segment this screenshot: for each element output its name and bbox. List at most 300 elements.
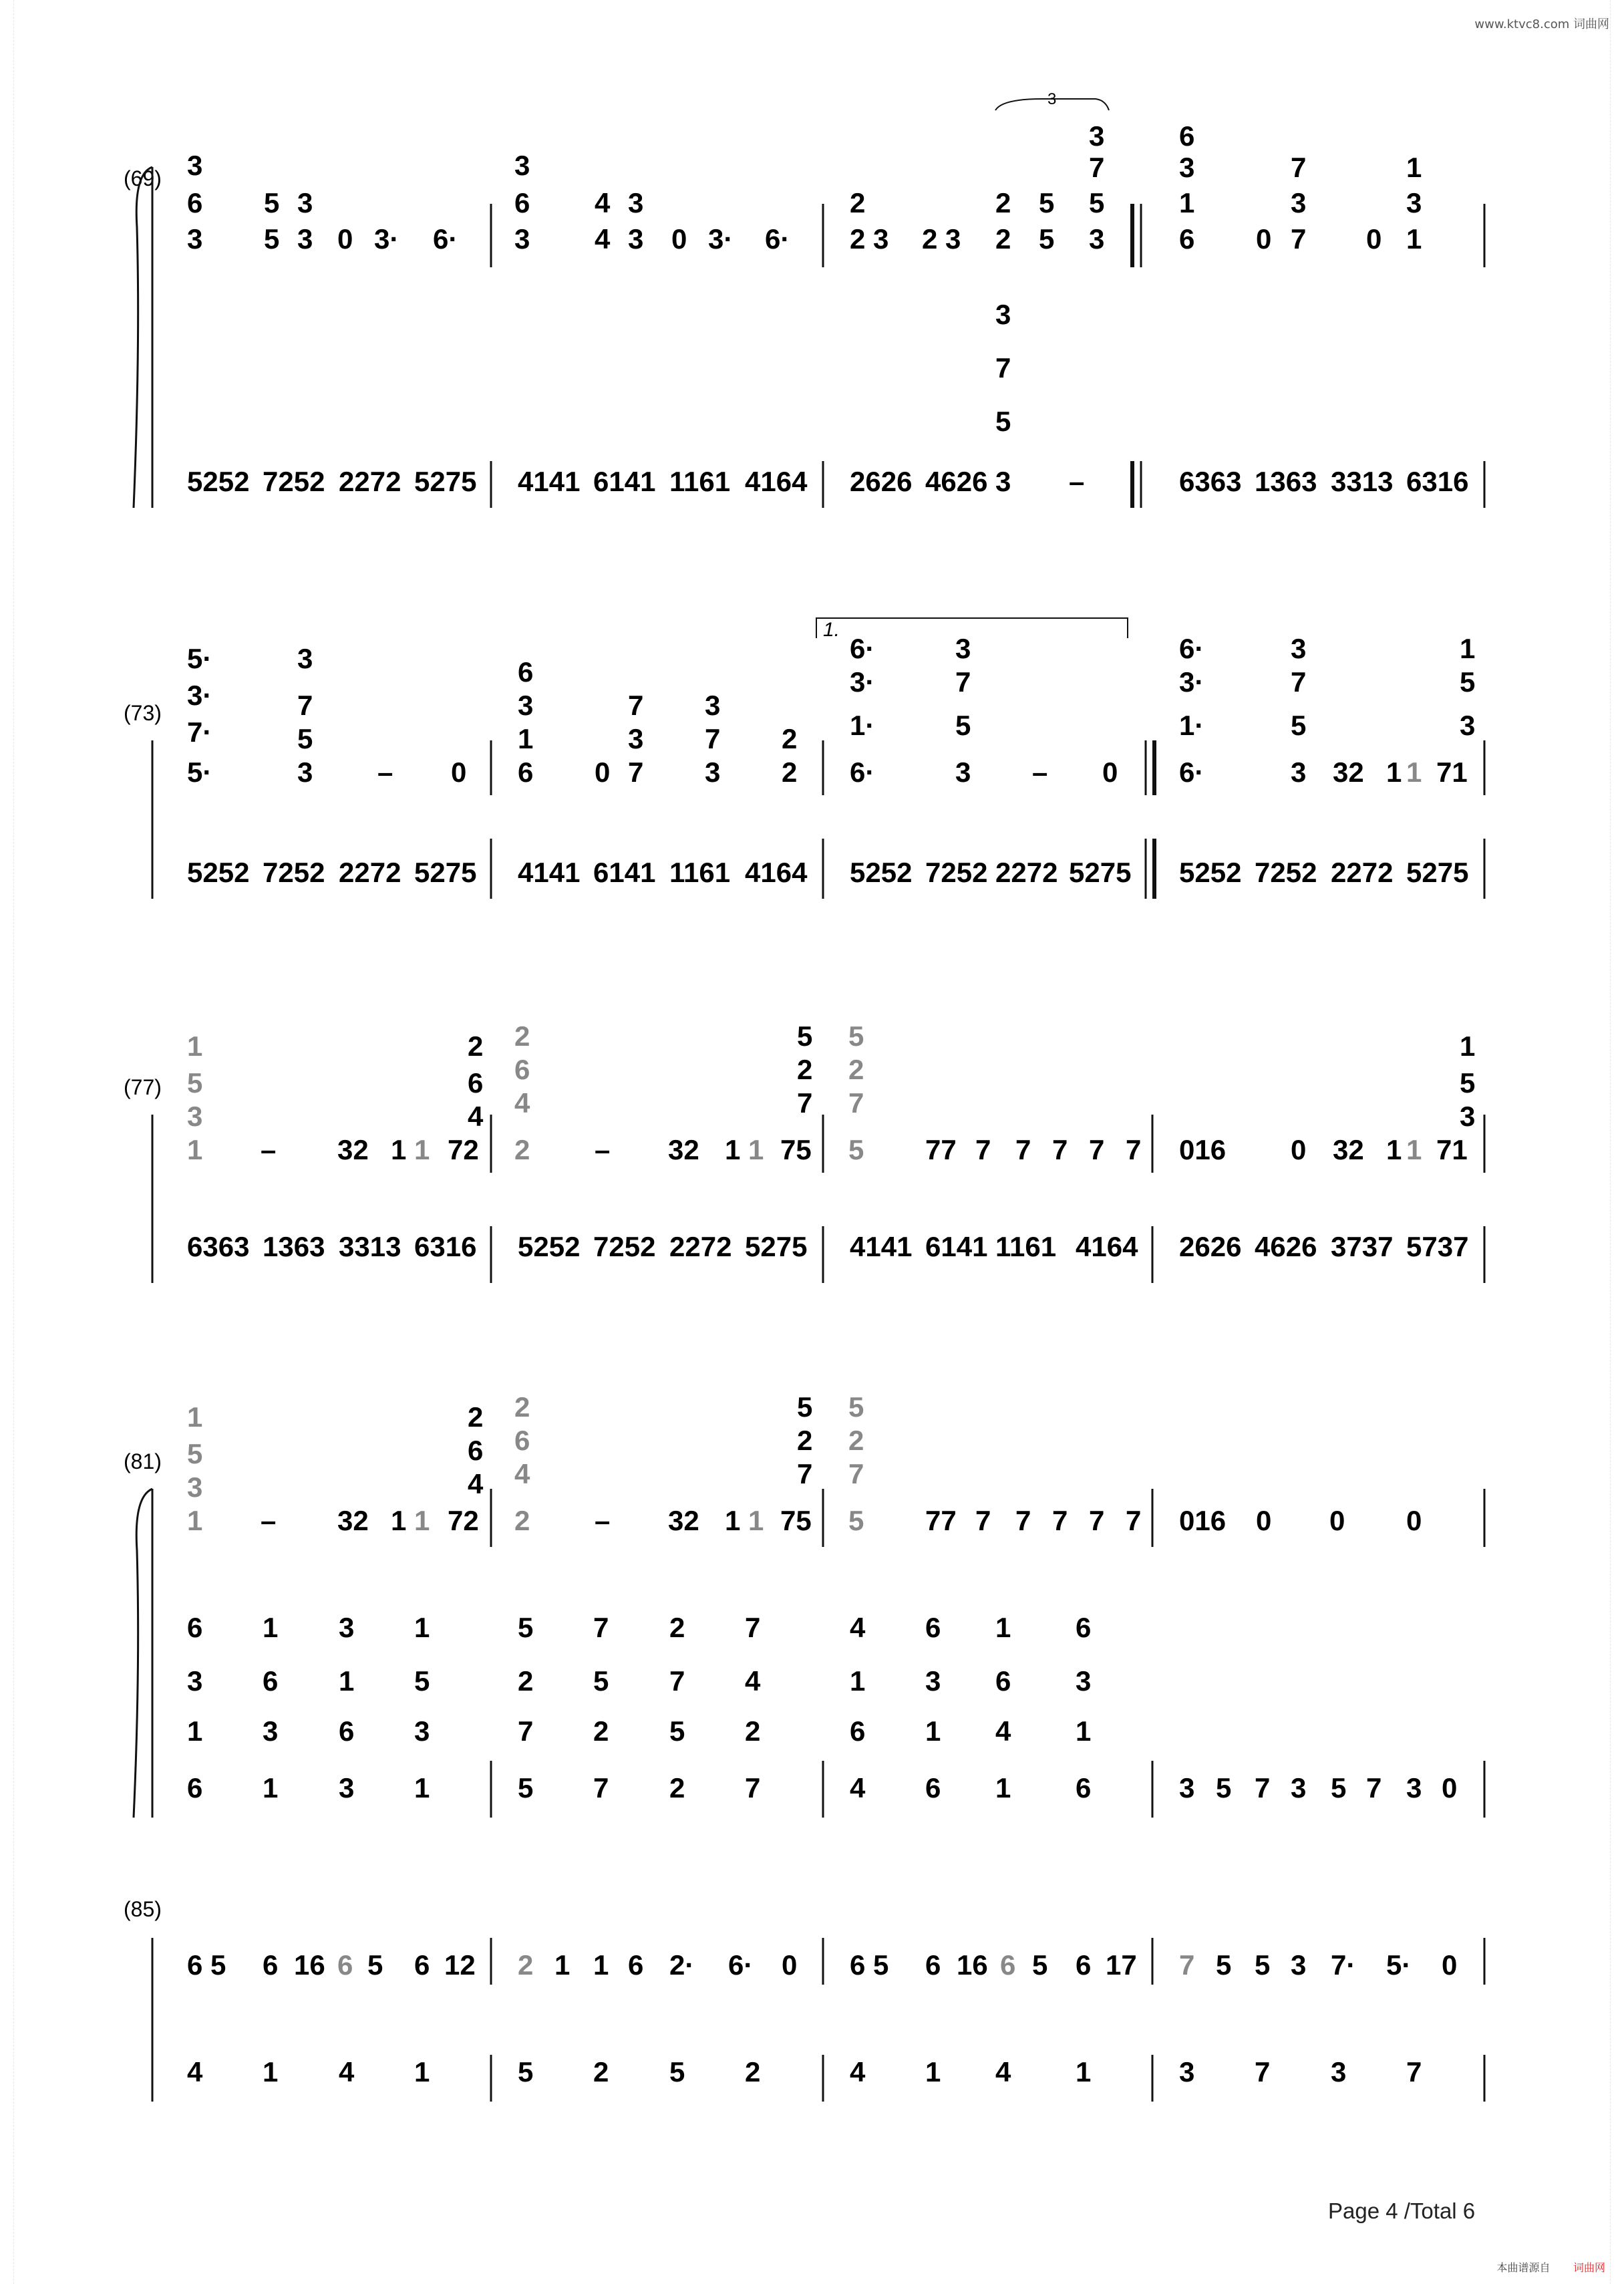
svg-text:3: 3 [995,299,1011,330]
svg-text:75: 75 [780,1505,812,1536]
svg-text:7: 7 [1126,1505,1142,1536]
svg-text:2: 2 [593,1715,609,1747]
system-81 [124,1391,1484,1818]
svg-text:1·: 1· [850,710,875,741]
svg-text:3·: 3· [187,680,212,711]
svg-text:4: 4 [514,1087,530,1119]
svg-text:5: 5 [264,223,280,255]
bass-notes [187,1231,1468,1262]
svg-text:–: – [595,1134,611,1165]
system-69 [124,90,1484,508]
svg-text:2: 2 [468,1030,484,1062]
svg-text:6: 6 [1076,1612,1092,1643]
svg-text:4: 4 [187,2056,203,2088]
bass-notes [187,2056,1422,2088]
svg-text:5252: 5252 [518,1231,581,1262]
page-indicator: Page 4 /Total 6 [1328,2198,1476,2223]
svg-text:6363: 6363 [1179,466,1242,497]
svg-text:3: 3 [1406,1772,1422,1804]
system-73 [124,618,1484,899]
svg-text:5: 5 [187,1438,203,1469]
svg-text:2272: 2272 [1331,857,1394,888]
svg-text:1: 1 [1406,152,1422,183]
svg-text:5: 5 [955,710,971,741]
svg-text:2626: 2626 [850,466,913,497]
svg-text:7: 7 [797,1087,813,1119]
svg-text:1: 1 [414,1134,430,1165]
svg-text:4164: 4164 [1076,1231,1138,1262]
svg-text:3: 3 [1179,2056,1195,2088]
svg-text:2: 2 [995,223,1011,255]
svg-text:4: 4 [468,1468,484,1500]
svg-text:1: 1 [925,2056,941,2088]
treble-notes [187,633,1475,788]
svg-text:5: 5 [1216,1949,1232,1981]
svg-text:6: 6 [468,1067,484,1099]
svg-text:2: 2 [995,187,1011,219]
svg-text:5: 5 [1089,187,1105,219]
svg-text:17: 17 [1106,1949,1137,1981]
svg-text:5: 5 [797,1391,813,1423]
svg-text:7: 7 [1179,1949,1195,1981]
svg-text:1: 1 [263,1772,279,1804]
svg-text:2: 2 [745,2056,761,2088]
svg-text:4: 4 [850,2056,866,2088]
svg-text:77: 77 [925,1134,957,1165]
svg-text:2: 2 [514,1505,530,1536]
svg-text:6: 6 [263,1665,279,1697]
svg-text:7252: 7252 [263,857,325,888]
svg-text:2272: 2272 [339,857,401,888]
svg-text:3: 3 [187,1471,203,1503]
svg-text:2: 2 [518,1949,534,1981]
svg-text:7: 7 [628,756,644,788]
svg-text:3: 3 [187,150,203,181]
svg-text:32: 32 [337,1505,369,1536]
svg-text:4: 4 [468,1101,484,1132]
svg-text:5275: 5275 [414,857,477,888]
svg-text:1: 1 [263,1612,279,1643]
svg-text:7·: 7· [187,716,212,748]
svg-text:72: 72 [448,1134,479,1165]
svg-text:2: 2 [514,1020,530,1052]
svg-text:7: 7 [1052,1134,1068,1165]
svg-text:6: 6 [925,1612,941,1643]
svg-text:6: 6 [514,1054,530,1085]
svg-text:3313: 3313 [1331,466,1394,497]
svg-text:6 5: 6 5 [187,1949,226,1981]
svg-text:7: 7 [593,1772,609,1804]
svg-text:7: 7 [669,1665,685,1697]
svg-text:3: 3 [1460,1101,1476,1132]
svg-text:3·: 3· [708,223,734,255]
svg-text:6·: 6· [765,223,790,255]
svg-text:1: 1 [414,1772,430,1804]
svg-text:2·: 2· [669,1949,695,1981]
svg-text:2 3: 2 3 [850,223,889,255]
svg-text:4164: 4164 [745,857,808,888]
svg-text:6: 6 [468,1435,484,1466]
svg-text:7: 7 [1089,152,1105,183]
svg-text:32: 32 [668,1505,699,1536]
svg-text:3·: 3· [850,666,875,698]
svg-text:1: 1 [187,1505,203,1536]
svg-text:6·: 6· [728,1949,754,1981]
svg-text:5: 5 [1291,710,1307,741]
svg-text:2: 2 [850,187,866,219]
svg-text:7: 7 [1089,1505,1105,1536]
svg-text:1: 1 [1386,756,1402,788]
svg-text:5: 5 [848,1020,864,1052]
svg-text:1: 1 [187,1030,203,1062]
svg-text:–: – [261,1505,277,1536]
svg-text:2: 2 [518,1665,534,1697]
svg-text:2272: 2272 [339,466,401,497]
system-85 [124,1897,1484,2102]
svg-text:5: 5 [1039,187,1055,219]
svg-text:1: 1 [1460,633,1476,664]
svg-text:2: 2 [514,1391,530,1423]
svg-text:5252: 5252 [187,466,250,497]
svg-text:5: 5 [1331,1772,1347,1804]
svg-text:1: 1 [554,1949,571,1981]
svg-text:2: 2 [797,1425,813,1456]
svg-text:6: 6 [263,1949,279,1981]
svg-text:7: 7 [705,723,721,754]
bass-notes [187,857,1468,888]
svg-text:6: 6 [337,1949,353,1981]
svg-text:1: 1 [748,1505,764,1536]
svg-text:7: 7 [1291,666,1307,698]
volta-label: 1. [823,619,840,641]
svg-text:7: 7 [1291,152,1307,183]
svg-text:5275: 5275 [1406,857,1469,888]
measure-number: (81) [124,1449,162,1473]
svg-text:3·: 3· [374,223,399,255]
svg-text:3: 3 [1089,120,1105,152]
svg-text:7: 7 [518,1715,534,1747]
triplet-label: 3 [1047,90,1057,108]
svg-text:2: 2 [797,1054,813,1085]
svg-text:2: 2 [848,1054,864,1085]
svg-text:4141: 4141 [518,857,581,888]
svg-text:1: 1 [1076,1715,1092,1747]
svg-text:3: 3 [1291,1949,1307,1981]
svg-text:1: 1 [187,1401,203,1433]
svg-text:5252: 5252 [187,857,250,888]
svg-text:6141: 6141 [593,466,656,497]
svg-text:5: 5 [297,723,313,754]
svg-text:1: 1 [995,1612,1011,1643]
svg-text:2: 2 [745,1715,761,1747]
treble-notes [187,1391,1422,1536]
svg-text:6316: 6316 [1406,466,1469,497]
svg-text:1: 1 [725,1505,741,1536]
svg-text:7: 7 [1255,1772,1271,1804]
svg-text:6: 6 [514,187,530,219]
svg-text:3·: 3· [1179,666,1204,698]
svg-text:77: 77 [925,1505,957,1536]
svg-text:5252: 5252 [1179,857,1242,888]
svg-text:0: 0 [1256,223,1272,255]
svg-text:–: – [595,1505,611,1536]
system-brace [134,167,152,508]
svg-text:6: 6 [339,1715,355,1747]
svg-text:4: 4 [339,2056,355,2088]
svg-text:6: 6 [187,1772,203,1804]
svg-text:0: 0 [337,223,353,255]
svg-text:5252: 5252 [850,857,913,888]
svg-text:2 3: 2 3 [922,223,961,255]
svg-text:3: 3 [705,756,721,788]
svg-text:5: 5 [264,187,280,219]
svg-text:5275: 5275 [414,466,477,497]
svg-text:71: 71 [1436,756,1468,788]
svg-text:0: 0 [1102,756,1118,788]
svg-text:0: 0 [1256,1505,1272,1536]
svg-text:5: 5 [414,1665,430,1697]
svg-text:1: 1 [748,1134,764,1165]
svg-text:5: 5 [848,1391,864,1423]
svg-text:3: 3 [955,633,971,664]
svg-text:6141: 6141 [925,1231,988,1262]
svg-text:3: 3 [514,150,530,181]
svg-text:16: 16 [957,1949,988,1981]
svg-text:7: 7 [628,690,644,721]
svg-text:016: 016 [1179,1505,1227,1536]
svg-text:5: 5 [669,1715,685,1747]
svg-text:1363: 1363 [263,1231,325,1262]
svg-text:6: 6 [518,756,534,788]
svg-text:0: 0 [1291,1134,1307,1165]
svg-text:6: 6 [850,1715,866,1747]
svg-text:2: 2 [848,1425,864,1456]
svg-text:–: – [261,1134,277,1165]
svg-text:3: 3 [1089,223,1105,255]
svg-text:0: 0 [1442,1772,1458,1804]
svg-text:–: – [1032,756,1048,788]
svg-text:3: 3 [187,223,203,255]
svg-text:6: 6 [1179,223,1195,255]
svg-text:1: 1 [414,2056,430,2088]
svg-text:3: 3 [1076,1665,1092,1697]
svg-text:5: 5 [1032,1949,1048,1981]
svg-text:6363: 6363 [187,1231,250,1262]
svg-text:4: 4 [850,1612,866,1643]
svg-text:5: 5 [187,1067,203,1099]
svg-text:4141: 4141 [518,466,581,497]
svg-text:7: 7 [1255,2056,1271,2088]
svg-text:2: 2 [669,1612,685,1643]
barlines [491,1489,1484,1818]
svg-text:6: 6 [414,1949,430,1981]
svg-text:1: 1 [850,1665,866,1697]
svg-text:3: 3 [705,690,721,721]
svg-text:2: 2 [782,723,798,754]
svg-text:3: 3 [297,187,313,219]
svg-text:5: 5 [518,1772,534,1804]
svg-text:2: 2 [514,1134,530,1165]
svg-text:5: 5 [669,2056,685,2088]
svg-text:1·: 1· [1179,710,1204,741]
svg-text:1: 1 [1179,187,1195,219]
svg-text:0: 0 [451,756,467,788]
svg-text:2272: 2272 [995,857,1058,888]
svg-text:6: 6 [187,187,203,219]
svg-text:2: 2 [593,2056,609,2088]
svg-text:5: 5 [848,1134,864,1165]
svg-text:7·: 7· [1331,1949,1356,1981]
svg-text:6·: 6· [433,223,458,255]
svg-text:3: 3 [1179,152,1195,183]
system-brace [134,1489,152,1818]
svg-text:7: 7 [975,1134,991,1165]
svg-text:72: 72 [448,1505,479,1536]
svg-text:3: 3 [1291,1772,1307,1804]
svg-text:1: 1 [391,1134,407,1165]
svg-text:32: 32 [1333,1134,1364,1165]
svg-text:32: 32 [337,1134,369,1165]
svg-text:5: 5 [367,1949,383,1981]
svg-text:4: 4 [850,1772,866,1804]
svg-text:7: 7 [745,1772,761,1804]
svg-text:7: 7 [297,690,313,721]
svg-text:7: 7 [745,1612,761,1643]
measure-number: (85) [124,1897,162,1921]
svg-text:4: 4 [745,1665,761,1697]
svg-text:7252: 7252 [1255,857,1317,888]
svg-text:0: 0 [1366,223,1382,255]
svg-text:2: 2 [669,1772,685,1804]
svg-text:1: 1 [1406,756,1422,788]
svg-text:7: 7 [995,352,1011,384]
svg-text:3: 3 [187,1101,203,1132]
svg-text:3: 3 [1406,187,1422,219]
svg-text:3: 3 [339,1772,355,1804]
svg-text:5: 5 [1216,1772,1232,1804]
svg-text:4141: 4141 [850,1231,913,1262]
svg-text:3: 3 [1291,187,1307,219]
svg-text:7: 7 [1291,223,1307,255]
svg-text:7: 7 [975,1505,991,1536]
svg-text:2626: 2626 [1179,1231,1242,1262]
svg-text:6·: 6· [850,756,875,788]
svg-text:1161: 1161 [669,466,731,497]
svg-text:7: 7 [1015,1134,1031,1165]
svg-text:3: 3 [297,223,313,255]
svg-text:7: 7 [955,666,971,698]
measure-number: (69) [124,166,162,190]
svg-text:1: 1 [339,1665,355,1697]
svg-text:4: 4 [995,1715,1011,1747]
svg-text:1: 1 [1386,1134,1402,1165]
svg-text:7: 7 [848,1458,864,1489]
svg-text:6·: 6· [850,633,875,664]
svg-text:3: 3 [1291,633,1307,664]
svg-text:1: 1 [414,1612,430,1643]
svg-text:–: – [377,756,393,788]
svg-text:6: 6 [518,656,534,688]
svg-text:1: 1 [1406,223,1422,255]
svg-text:7252: 7252 [925,857,988,888]
svg-text:5: 5 [797,1020,813,1052]
svg-text:5: 5 [1460,1067,1476,1099]
svg-text:1: 1 [725,1134,741,1165]
svg-text:6: 6 [925,1772,941,1804]
svg-text:2: 2 [782,756,798,788]
rest-dash: – [1069,466,1085,497]
svg-text:1161: 1161 [995,1231,1057,1262]
svg-text:5: 5 [1460,666,1476,698]
svg-text:71: 71 [1436,1134,1468,1165]
svg-text:5·: 5· [187,643,212,674]
svg-text:5·: 5· [187,756,212,788]
svg-text:5·: 5· [1386,1949,1412,1981]
svg-text:5: 5 [1039,223,1055,255]
svg-text:7: 7 [1406,2056,1422,2088]
svg-text:3: 3 [1331,2056,1347,2088]
measure-number: (77) [124,1075,162,1099]
svg-text:75: 75 [780,1134,812,1165]
svg-text:7: 7 [1366,1772,1382,1804]
svg-text:1: 1 [1076,2056,1092,2088]
svg-text:3: 3 [925,1665,941,1697]
svg-text:1: 1 [518,723,534,754]
svg-text:1: 1 [995,1772,1011,1804]
svg-text:7252: 7252 [263,466,325,497]
svg-text:4626: 4626 [1255,1231,1317,1262]
svg-text:3: 3 [263,1715,279,1747]
svg-text:2272: 2272 [669,1231,732,1262]
svg-text:3: 3 [297,756,313,788]
svg-text:016: 016 [1179,1134,1227,1165]
svg-text:6 5: 6 5 [850,1949,889,1981]
svg-text:16: 16 [294,1949,325,1981]
svg-text:6316: 6316 [414,1231,477,1262]
svg-text:4: 4 [595,187,611,219]
svg-text:3: 3 [187,1665,203,1697]
svg-text:6: 6 [514,1425,530,1456]
svg-text:5275: 5275 [745,1231,808,1262]
site-watermark: www.ktvc8.com 词曲网 [1474,17,1609,31]
svg-text:3: 3 [514,223,530,255]
svg-text:6·: 6· [1179,633,1204,664]
svg-text:1: 1 [187,1715,203,1747]
svg-text:3: 3 [995,466,1011,497]
svg-text:5: 5 [518,1612,534,1643]
svg-text:6: 6 [1076,1772,1092,1804]
svg-text:3: 3 [628,187,644,219]
svg-text:6: 6 [1076,1949,1092,1981]
svg-text:4: 4 [595,223,611,255]
svg-text:1161: 1161 [669,857,731,888]
measure-number: (73) [124,701,162,725]
svg-text:1: 1 [187,1134,203,1165]
svg-text:6141: 6141 [593,857,656,888]
svg-text:4: 4 [514,1458,530,1489]
svg-text:1: 1 [1406,1134,1422,1165]
svg-text:7252: 7252 [593,1231,656,1262]
svg-text:4: 4 [995,2056,1011,2088]
svg-text:32: 32 [1333,756,1364,788]
svg-text:1: 1 [414,1505,430,1536]
svg-text:1: 1 [593,1949,609,1981]
bass-notes [187,299,1468,497]
svg-text:3: 3 [628,223,644,255]
svg-text:5: 5 [848,1505,864,1536]
svg-text:5737: 5737 [1406,1231,1469,1262]
svg-text:7: 7 [848,1087,864,1119]
